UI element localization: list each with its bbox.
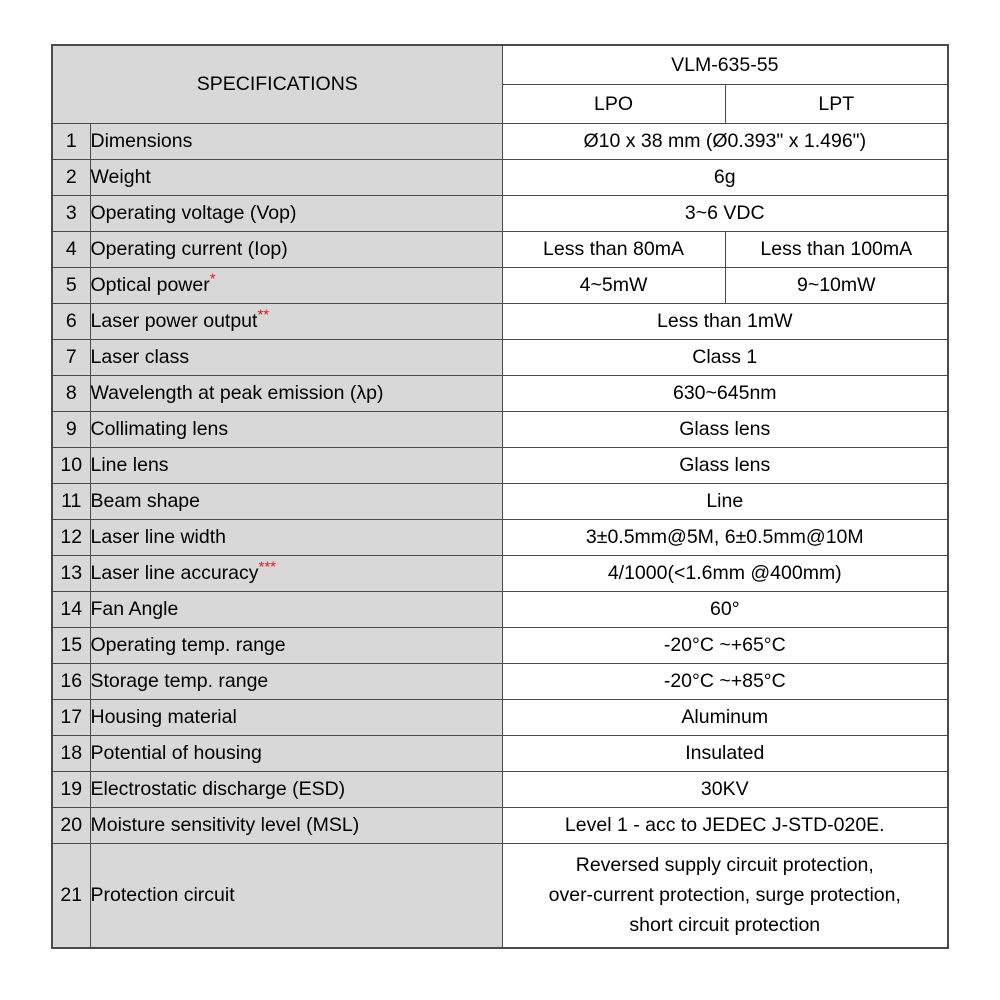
- row-value-line: over-current protection, surge protection,: [548, 884, 901, 907]
- row-number: 13: [52, 556, 90, 592]
- row-label-text: Potential of housing: [90, 742, 262, 765]
- row-number: 5: [52, 268, 90, 304]
- row-value-lpo: Less than 80mA: [502, 232, 725, 268]
- row-value-lpt: 9~10mW: [725, 268, 948, 304]
- row-label-text: Laser line accuracy: [90, 562, 259, 585]
- table-row: [52, 304, 948, 340]
- header-row-model: [52, 45, 948, 85]
- row-number: 21: [52, 844, 90, 948]
- row-value: 4/1000(<1.6mm @400mm): [502, 556, 948, 592]
- table-row: [52, 124, 948, 160]
- row-value: 3~6 VDC: [502, 196, 948, 232]
- table-row: [52, 340, 948, 376]
- row-label: [90, 808, 502, 844]
- row-value: Line: [502, 484, 948, 520]
- row-value: [502, 844, 948, 948]
- row-label: [90, 340, 502, 376]
- row-number: 1: [52, 124, 90, 160]
- row-label-text: Fan Angle: [90, 598, 179, 621]
- row-value-lpo: 4~5mW: [502, 268, 725, 304]
- row-number: 19: [52, 772, 90, 808]
- row-number: 16: [52, 664, 90, 700]
- row-value: -20°C ~+85°C: [502, 664, 948, 700]
- row-number: 6: [52, 304, 90, 340]
- row-label: [90, 844, 502, 948]
- row-number: 10: [52, 448, 90, 484]
- row-number: 20: [52, 808, 90, 844]
- row-number: 14: [52, 592, 90, 628]
- row-label: [90, 628, 502, 664]
- table-row: [52, 268, 948, 304]
- row-label: [90, 556, 502, 592]
- table-row: [52, 484, 948, 520]
- row-value: Glass lens: [502, 412, 948, 448]
- row-value: 30KV: [502, 772, 948, 808]
- row-label: [90, 268, 502, 304]
- row-label: [90, 592, 502, 628]
- row-label-text: Operating current (Iop): [90, 238, 288, 261]
- row-label: [90, 124, 502, 160]
- row-value-lpt: Less than 100mA: [725, 232, 948, 268]
- row-label-text: Laser power output: [90, 310, 258, 333]
- row-label-text: Optical power: [90, 274, 210, 297]
- row-label-text: Storage temp. range: [90, 670, 269, 693]
- table-row: [52, 772, 948, 808]
- table-body: [52, 124, 948, 948]
- row-number: 3: [52, 196, 90, 232]
- row-label: [90, 484, 502, 520]
- row-number: 15: [52, 628, 90, 664]
- table-row: [52, 412, 948, 448]
- row-label: [90, 304, 502, 340]
- row-label-text: Electrostatic discharge (ESD): [90, 778, 346, 801]
- row-label: [90, 448, 502, 484]
- row-label: [90, 520, 502, 556]
- row-value: Less than 1mW: [502, 304, 948, 340]
- model-name: VLM-635-55: [502, 45, 948, 85]
- row-value: Glass lens: [502, 448, 948, 484]
- row-value: 6g: [502, 160, 948, 196]
- row-number: 7: [52, 340, 90, 376]
- row-label-text: Operating temp. range: [90, 634, 286, 657]
- table-header: [52, 45, 948, 124]
- row-value: Insulated: [502, 736, 948, 772]
- row-label: [90, 160, 502, 196]
- row-value-line: short circuit protection: [629, 914, 821, 937]
- row-label: [90, 700, 502, 736]
- table-row: [52, 592, 948, 628]
- column-header-lpt: LPT: [725, 85, 948, 124]
- row-label: [90, 196, 502, 232]
- row-label-text: Line lens: [90, 454, 169, 477]
- specifications-table: [51, 44, 949, 949]
- row-number: 18: [52, 736, 90, 772]
- table-row: [52, 196, 948, 232]
- row-label-text: Protection circuit: [90, 884, 235, 907]
- table-row: [52, 376, 948, 412]
- table-row: [52, 448, 948, 484]
- row-label-text: Beam shape: [90, 490, 200, 513]
- table-row: [52, 700, 948, 736]
- specifications-title: SPECIFICATIONS: [52, 45, 502, 124]
- row-label: [90, 664, 502, 700]
- row-label: [90, 412, 502, 448]
- row-number: 4: [52, 232, 90, 268]
- footnote-marker: **: [257, 306, 270, 324]
- table-row: [52, 520, 948, 556]
- table-row: [52, 160, 948, 196]
- row-value: 60°: [502, 592, 948, 628]
- row-value: -20°C ~+65°C: [502, 628, 948, 664]
- footnote-marker: *: [209, 270, 216, 288]
- table-row: [52, 628, 948, 664]
- table-row: [52, 736, 948, 772]
- row-label-text: Operating voltage (Vop): [90, 202, 297, 225]
- row-value: Ø10 x 38 mm (Ø0.393" x 1.496"): [502, 124, 948, 160]
- row-value: Level 1 - acc to JEDEC J-STD-020E.: [502, 808, 948, 844]
- row-label-text: Weight: [90, 166, 151, 189]
- row-number: 2: [52, 160, 90, 196]
- footnote-marker: ***: [258, 558, 277, 576]
- row-label: [90, 376, 502, 412]
- table-row: [52, 232, 948, 268]
- row-value: Class 1: [502, 340, 948, 376]
- table-row: [52, 664, 948, 700]
- table-row: [52, 844, 948, 948]
- row-value: Aluminum: [502, 700, 948, 736]
- row-label-text: Laser line width: [90, 526, 226, 549]
- row-number: 17: [52, 700, 90, 736]
- row-label-text: Wavelength at peak emission (λp): [90, 382, 384, 405]
- table-row: [52, 808, 948, 844]
- row-value: 630~645nm: [502, 376, 948, 412]
- row-label-text: Collimating lens: [90, 418, 229, 441]
- row-label: [90, 736, 502, 772]
- row-label: [90, 232, 502, 268]
- row-number: 12: [52, 520, 90, 556]
- row-label-text: Housing material: [90, 706, 237, 729]
- table-row: [52, 556, 948, 592]
- row-label-text: Dimensions: [90, 130, 193, 153]
- row-number: 8: [52, 376, 90, 412]
- row-label: [90, 772, 502, 808]
- row-value-line: Reversed supply circuit protection,: [575, 854, 874, 876]
- column-header-lpo: LPO: [502, 85, 725, 124]
- row-value: 3±0.5mm@5M, 6±0.5mm@10M: [502, 520, 948, 556]
- row-number: 11: [52, 484, 90, 520]
- row-label-text: Laser class: [90, 346, 190, 369]
- row-number: 9: [52, 412, 90, 448]
- row-label-text: Moisture sensitivity level (MSL): [90, 814, 360, 837]
